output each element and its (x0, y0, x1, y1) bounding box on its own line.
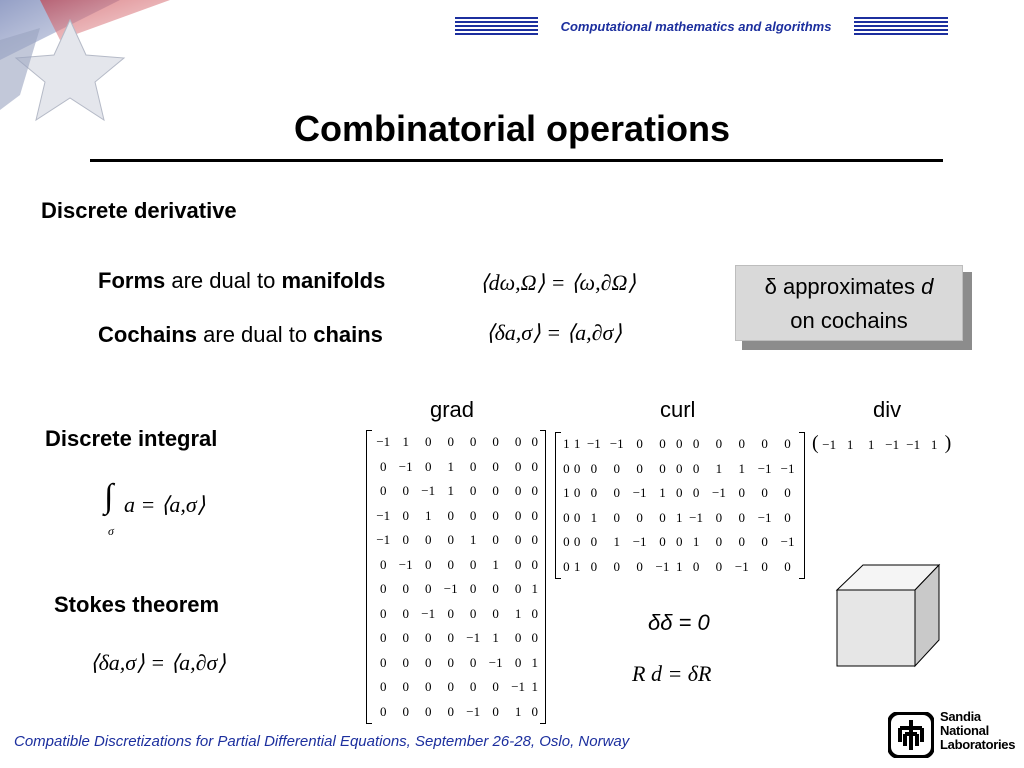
curl-cell: 0 (613, 460, 620, 476)
curl-cell: 1 (676, 509, 683, 525)
grad-cell: 0 (531, 630, 538, 646)
curl-cell: 0 (784, 436, 791, 452)
grad-cell: 0 (379, 654, 387, 670)
grad-cell: 0 (424, 654, 432, 670)
curl-matrix-table (561, 432, 799, 579)
grad-cell: 0 (447, 703, 454, 719)
div-matrix (812, 432, 951, 455)
curl-cell: 0 (761, 534, 768, 550)
logo-text (940, 710, 1015, 752)
grad-row (372, 602, 540, 627)
grad-cell: 0 (531, 507, 538, 523)
grad-cell: 1 (424, 507, 432, 523)
grad-cell: 1 (447, 458, 454, 474)
grad-cell: 1 (492, 556, 499, 572)
grad-cell: 1 (492, 630, 499, 646)
grad-cell: 1 (531, 654, 538, 670)
title-divider (90, 159, 943, 162)
header-banner: Computational mathematics and algorithms (538, 17, 854, 37)
curl-cell: 0 (692, 460, 700, 476)
heading-discrete-derivative: Discrete derivative (41, 198, 237, 223)
curl-row (561, 432, 799, 457)
div-cell: 1 (930, 437, 938, 452)
grad-cell: −1 (398, 556, 413, 572)
grad-cell: 0 (531, 556, 538, 572)
grad-cell: 0 (379, 483, 387, 499)
grad-cell: 0 (514, 581, 522, 597)
delta-delta-identity: δδ = 0 (648, 610, 710, 635)
grad-cell: 0 (402, 679, 409, 695)
grad-cell: −1 (421, 605, 436, 621)
grad-cell: 0 (469, 458, 477, 474)
thunderbird-icon (888, 712, 934, 758)
curl-cell: 0 (613, 509, 620, 525)
grad-cell: 0 (424, 556, 432, 572)
grad-matrix-table (372, 430, 540, 724)
curl-cell: 0 (715, 558, 723, 574)
grad-cell: 1 (531, 679, 538, 695)
grad-cell: 0 (424, 703, 432, 719)
curl-cell: −1 (780, 534, 795, 550)
curl-cell: 0 (738, 485, 746, 501)
grad-cell: 0 (531, 483, 538, 499)
grad-row (372, 675, 540, 700)
grad-cell: 0 (514, 556, 522, 572)
grad-cell: −1 (511, 679, 526, 695)
curl-cell: 0 (590, 485, 598, 501)
curl-cell: 1 (738, 460, 746, 476)
grad-cell: 0 (402, 483, 409, 499)
grad-row (372, 651, 540, 676)
page-title: Combinatorial operations (293, 108, 731, 149)
curl-cell: 0 (676, 460, 683, 476)
cochains-word: Cochains (98, 322, 198, 347)
grad-row (372, 626, 540, 651)
curl-cell: 1 (563, 436, 570, 452)
curl-cell: 0 (738, 509, 746, 525)
grad-cell: −1 (421, 483, 436, 499)
curl-matrix (561, 432, 799, 579)
grad-cell: 0 (514, 434, 522, 450)
grad-row (372, 528, 540, 553)
grad-row (372, 455, 540, 480)
grad-cell: 1 (469, 532, 477, 548)
grad-cell: 0 (424, 434, 432, 450)
grad-cell: −1 (466, 630, 481, 646)
curl-cell: 0 (636, 436, 643, 452)
curl-row (561, 481, 799, 506)
stokes-formula: ⟨δa,σ⟩ = ⟨a,∂σ⟩ (90, 650, 226, 675)
cochains-mid-text: are dual to (197, 322, 314, 347)
grad-matrix (372, 430, 540, 724)
curl-cell: 0 (784, 558, 791, 574)
grad-cell: 0 (379, 581, 387, 597)
grad-cell: 0 (514, 507, 522, 523)
grad-cell: −1 (443, 581, 458, 597)
curl-cell: −1 (655, 558, 670, 574)
grad-cell: 0 (469, 507, 477, 523)
curl-label: curl (660, 397, 696, 422)
grad-cell: 0 (531, 532, 538, 548)
div-open-paren: ( (812, 432, 819, 454)
banner-rule-left (455, 17, 543, 37)
curl-cell: 0 (676, 534, 683, 550)
callout-line-1 (736, 270, 962, 304)
curl-row (561, 457, 799, 482)
curl-cell: 0 (715, 509, 723, 525)
grad-cell: 0 (469, 483, 477, 499)
grad-cell: 0 (447, 507, 454, 523)
callout-line-1-text: δ approximates (764, 274, 922, 299)
curl-cell: −1 (632, 534, 647, 550)
curl-cell: 0 (784, 509, 791, 525)
curl-cell: 0 (659, 509, 666, 525)
grad-cell: −1 (398, 458, 413, 474)
grad-cell: 0 (424, 630, 432, 646)
grad-cell: 0 (492, 605, 499, 621)
div-cell: 1 (867, 437, 875, 452)
grad-cell: 0 (402, 630, 409, 646)
grad-row (372, 479, 540, 504)
grad-cell: 1 (447, 483, 454, 499)
logo-line-3: Laboratories (940, 737, 1016, 752)
curl-cell: 1 (715, 460, 723, 476)
curl-cell: 0 (636, 558, 643, 574)
curl-cell: 0 (784, 485, 791, 501)
grad-cell: 0 (424, 458, 432, 474)
curl-cell: 1 (573, 558, 581, 574)
cube-graphic (833, 562, 943, 670)
forms-dual-line (98, 268, 385, 294)
curl-cell: 0 (692, 558, 700, 574)
grad-cell: 0 (514, 630, 522, 646)
forms-word: Forms (98, 268, 166, 293)
grad-cell: −1 (376, 507, 391, 523)
grad-cell: 0 (447, 556, 454, 572)
curl-cell: 0 (613, 485, 620, 501)
curl-cell: 0 (573, 460, 581, 476)
grad-cell: 0 (379, 556, 387, 572)
grad-cell: −1 (466, 703, 481, 719)
heading-discrete-integral: Discrete integral (45, 426, 218, 451)
integral-formula: a = ⟨a,σ⟩ (124, 492, 206, 517)
grad-row (372, 577, 540, 602)
grad-cell: 0 (379, 458, 387, 474)
grad-cell: 1 (402, 434, 409, 450)
div-cell: −1 (885, 437, 900, 452)
curl-cell: 0 (761, 485, 768, 501)
grad-cell: 0 (492, 483, 499, 499)
curl-cell: 0 (659, 460, 666, 476)
curl-cell: 0 (590, 534, 598, 550)
grad-row (372, 553, 540, 578)
curl-cell: 0 (761, 436, 768, 452)
curl-cell: 1 (613, 534, 620, 550)
grad-cell: 0 (402, 703, 409, 719)
grad-row (372, 504, 540, 529)
grad-cell: 0 (379, 703, 387, 719)
curl-cell: 0 (563, 509, 570, 525)
r-d-identity: R d = δR (632, 661, 712, 686)
grad-cell: 0 (402, 605, 409, 621)
grad-cell: 0 (531, 703, 538, 719)
cochains-duality-formula: ⟨δa,σ⟩ = ⟨a,∂σ⟩ (486, 320, 622, 345)
div-cell: −1 (906, 437, 921, 452)
grad-row (372, 700, 540, 725)
grad-cell: 0 (492, 703, 499, 719)
curl-cell: 0 (573, 485, 581, 501)
curl-cell: 1 (573, 436, 581, 452)
curl-cell: −1 (712, 485, 726, 501)
curl-cell: 1 (692, 534, 700, 550)
curl-cell: 0 (659, 534, 666, 550)
grad-cell: 0 (447, 434, 454, 450)
curl-cell: 0 (613, 558, 620, 574)
grad-cell: −1 (488, 654, 503, 670)
grad-cell: 1 (514, 703, 522, 719)
integral-sign: ∫ (104, 478, 114, 515)
grad-cell: 0 (492, 532, 499, 548)
curl-cell: 1 (590, 509, 598, 525)
grad-label: grad (430, 397, 475, 422)
curl-cell: −1 (757, 509, 772, 525)
div-cell: −1 (822, 437, 837, 452)
grad-cell: 0 (531, 605, 538, 621)
callout-line-2: on cochains (790, 308, 908, 333)
grad-cell: 0 (447, 679, 454, 695)
grad-cell: 0 (469, 434, 477, 450)
grad-cell: 0 (379, 605, 387, 621)
curl-cell: −1 (609, 436, 624, 452)
div-label: div (873, 397, 902, 422)
grad-cell: 1 (531, 581, 538, 597)
curl-cell: 0 (715, 534, 723, 550)
grad-cell: 0 (469, 679, 477, 695)
div-cell: 1 (846, 437, 854, 452)
grad-cell: 0 (379, 679, 387, 695)
logo-line-2: National (940, 723, 989, 738)
heading-stokes-theorem: Stokes theorem (54, 592, 220, 617)
grad-cell: 0 (424, 581, 432, 597)
grad-cell: 0 (514, 458, 522, 474)
curl-cell: 0 (563, 534, 570, 550)
curl-cell: 0 (659, 436, 666, 452)
curl-cell: 0 (590, 460, 598, 476)
curl-cell: 0 (738, 534, 746, 550)
div-close-paren: ) (944, 432, 952, 454)
curl-cell: 0 (761, 558, 768, 574)
curl-row (561, 555, 799, 580)
footer-text: Compatible Discretizations for Partial Differential Equations, September 26-28, Oslo, Norway (14, 733, 630, 750)
grad-cell: 0 (424, 532, 432, 548)
curl-cell: −1 (632, 485, 647, 501)
manifolds-word: manifolds (281, 268, 386, 293)
grad-cell: 0 (402, 581, 409, 597)
curl-cell: 1 (563, 485, 570, 501)
grad-cell: 0 (402, 532, 409, 548)
curl-row (561, 530, 799, 555)
grad-row (372, 430, 540, 455)
logo-line-1: Sandia (940, 709, 981, 724)
grad-cell: 1 (514, 605, 522, 621)
grad-cell: −1 (376, 434, 391, 450)
curl-cell: −1 (734, 558, 749, 574)
grad-cell: 0 (379, 630, 387, 646)
grad-cell: 0 (469, 654, 477, 670)
curl-cell: 0 (573, 534, 581, 550)
curl-cell: −1 (689, 509, 703, 525)
grad-cell: 0 (492, 458, 499, 474)
grad-cell: 0 (492, 507, 499, 523)
div-row (819, 437, 945, 452)
curl-cell: 1 (676, 558, 683, 574)
grad-cell: 0 (492, 581, 499, 597)
grad-cell: 0 (514, 654, 522, 670)
curl-cell: −1 (757, 460, 772, 476)
curl-cell: 0 (590, 558, 598, 574)
grad-cell: 0 (492, 679, 499, 695)
grad-cell: 0 (531, 458, 538, 474)
curl-cell: 0 (738, 436, 746, 452)
grad-cell: 0 (424, 679, 432, 695)
curl-cell: −1 (780, 460, 795, 476)
curl-cell: 0 (573, 509, 581, 525)
grad-cell: 0 (469, 605, 477, 621)
grad-cell: 0 (447, 605, 454, 621)
curl-cell: 0 (636, 460, 643, 476)
sandia-logo (888, 710, 1018, 762)
curl-cell: 0 (715, 436, 723, 452)
grad-cell: 0 (469, 556, 477, 572)
integral-subscript: σ (108, 524, 114, 538)
grad-cell: 0 (531, 434, 538, 450)
grad-cell: 0 (402, 507, 409, 523)
curl-cell: 0 (676, 436, 683, 452)
curl-cell: −1 (586, 436, 601, 452)
banner-rule-right (850, 17, 948, 37)
forms-mid-text: are dual to (165, 268, 282, 293)
curl-cell: 1 (659, 485, 666, 501)
curl-cell: 0 (692, 436, 700, 452)
callout-d: d (921, 274, 934, 299)
chains-word: chains (313, 322, 383, 347)
grad-cell: 0 (447, 630, 454, 646)
forms-duality-formula: ⟨dω,Ω⟩ = ⟨ω,∂Ω⟩ (480, 270, 636, 295)
grad-cell: 0 (447, 532, 454, 548)
grad-cell: 0 (469, 581, 477, 597)
grad-cell: 0 (402, 654, 409, 670)
curl-cell: 0 (563, 558, 570, 574)
grad-cell: 0 (492, 434, 499, 450)
curl-cell: 0 (692, 485, 700, 501)
curl-cell: 0 (636, 509, 643, 525)
curl-row (561, 506, 799, 531)
grad-cell: 0 (514, 483, 522, 499)
delta-approximates-callout (735, 265, 963, 341)
curl-cell: 0 (676, 485, 683, 501)
grad-cell: 0 (447, 654, 454, 670)
grad-cell: 0 (514, 532, 522, 548)
curl-cell: 0 (563, 460, 570, 476)
cochains-dual-line (98, 322, 383, 348)
grad-cell: −1 (376, 532, 391, 548)
